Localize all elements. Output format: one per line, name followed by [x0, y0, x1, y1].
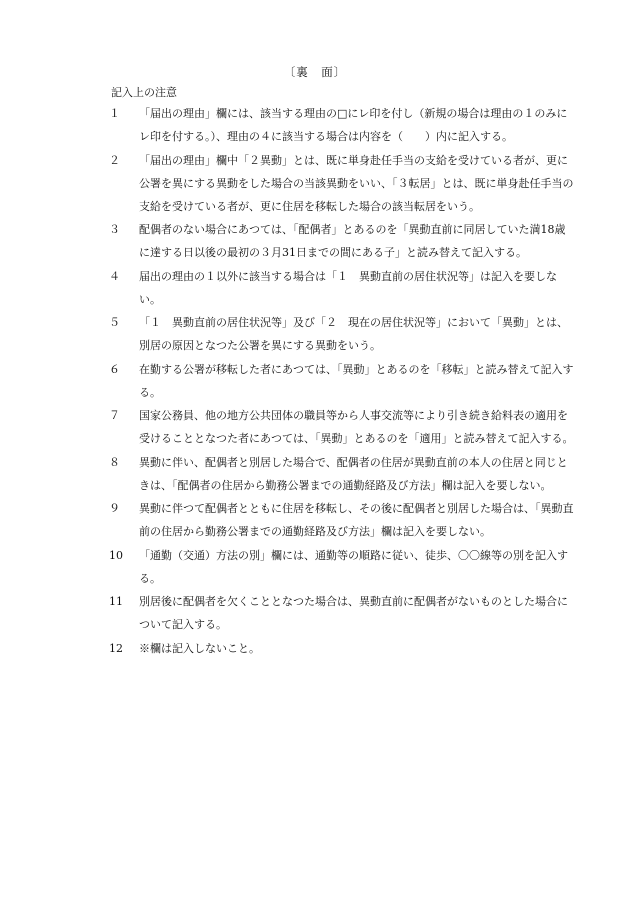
note-text: 「届出の理由」欄には、該当する理由の□にレ印を付し（新規の場合は理由の１のみにレ印を付する。）、理由の４に該当する場合は内容を（ ）内に記入する。: [139, 107, 568, 143]
note-item: [109, 149, 575, 218]
note-item: [109, 497, 575, 543]
note-text: 在勤する公署が移転した者にあつては、「異動」とあるのを「移転」と読み替えて記入する。: [139, 362, 574, 399]
note-item: [109, 265, 575, 311]
note-item: [109, 590, 575, 636]
note-number: 11: [109, 595, 123, 608]
note-number: ６: [109, 362, 120, 376]
note-text: 「１ 異動直前の居住状況等」及び「２ 現在の居住状況等」において「異動」とは、別居の原因となつた公署を異にする異動をいう。: [139, 316, 568, 352]
note-number: ８: [109, 455, 120, 469]
note-item: [109, 218, 575, 264]
note-item: [109, 404, 575, 450]
note-number: 10: [109, 548, 123, 562]
note-text: ※欄は記入しないこと。: [139, 641, 260, 655]
note-item: [109, 102, 575, 148]
note-number: １: [109, 107, 120, 120]
note-text: 異動に伴つて配偶者とともに住居を移転し、その後に配偶者と別居した場合は、「異動直前の住居から勤務公署までの通勤経路及び方法」欄は記入を要しない。: [139, 502, 574, 538]
note-text: 配偶者のない場合にあつては、「配偶者」とあるのを「異動直前に同居していた満18歳に達する日以後の最初の３月31日までの間にある子」と読み替えて記入する。: [139, 223, 566, 259]
note-number: 12: [109, 641, 123, 655]
notes-heading: 記入上の注意: [111, 86, 177, 99]
page-title: 〔裏 面〕: [283, 65, 347, 79]
note-number: ５: [109, 316, 120, 329]
note-number: ４: [109, 269, 120, 283]
note-text: 異動に伴い、配偶者と別居した場合で、配偶者の住居が異動直前の本人の住居と同じときは、「配偶者の住居から勤務公署までの通勤経路及び方法」欄は記入を要しない。: [139, 455, 568, 492]
note-text: 「届出の理由」欄中「２異動」とは、既に単身赴任手当の支給を受けている者が、更に公署を異にする異動をした場合の当該異動をいい、「３転居」とは、既に単身赴任手当の支給を受けている者が、更に住居を移転した場合の該当転居をいう。: [139, 153, 574, 213]
note-text: 国家公務員、他の地方公共団体の職員等から人事交流等により引き続き給料表の適用を受けることとなつた者にあつては、「異動」とあるのを「適用」と読み替えて記入する。: [139, 409, 574, 445]
note-number: ７: [109, 409, 120, 422]
note-number: ３: [109, 223, 120, 236]
note-number: ９: [109, 502, 120, 515]
note-item: [109, 544, 575, 590]
notes-list: [109, 102, 575, 660]
note-number: ２: [109, 153, 120, 167]
note-text: 別居後に配偶者を欠くこととなつた場合は、異動直前に配偶者がないものとした場合について記入する。: [139, 595, 568, 631]
note-text: 「通勤（交通）方法の別」欄には、通勤等の順路に従い、徒歩、〇〇線等の別を記入する。: [139, 548, 568, 585]
note-item: [109, 637, 575, 660]
note-text: 届出の理由の１以外に該当する場合は「１ 異動直前の居住状況等」は記入を要しない。: [139, 269, 557, 306]
note-item: [109, 451, 575, 497]
note-item: [109, 311, 575, 357]
note-item: [109, 358, 575, 404]
